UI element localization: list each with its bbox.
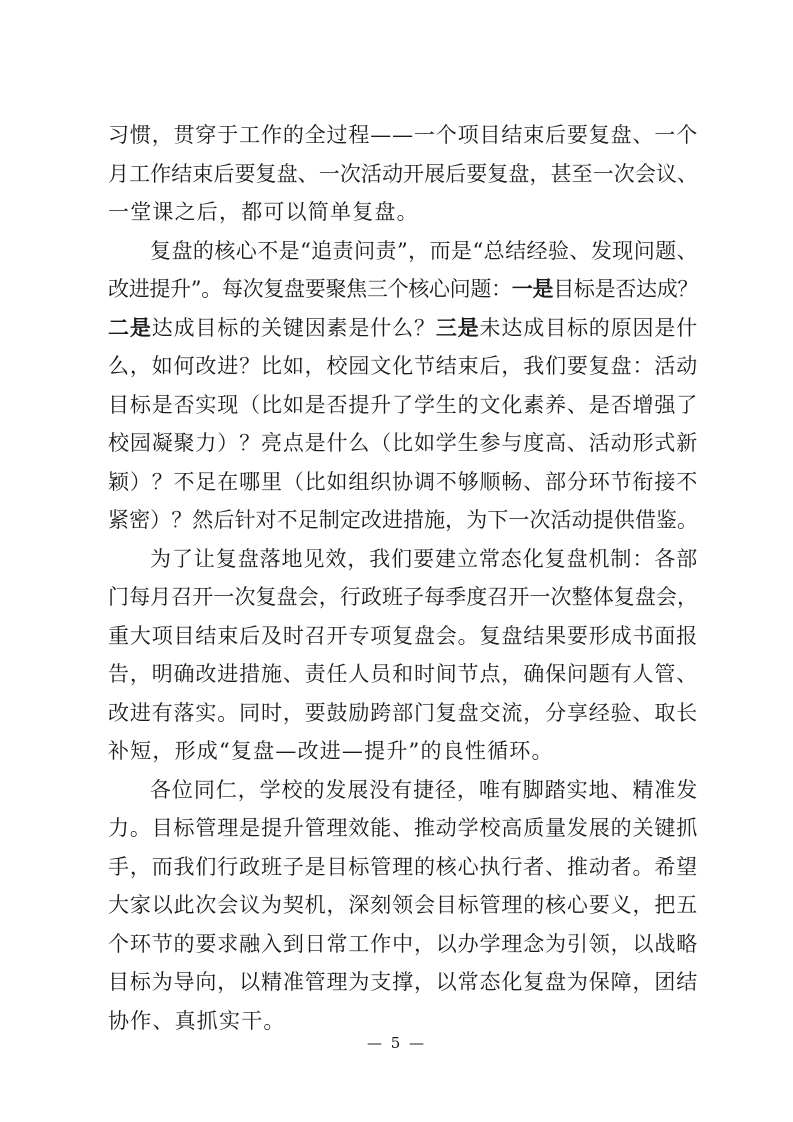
text-line: 协作、真抓实干。 bbox=[108, 1008, 286, 1033]
text-line: 力。目标管理是提升管理效能、推动学校高质量发展的关键抓 bbox=[108, 816, 698, 840]
text-line: 月工作结束后要复盘、一次活动开展后要复盘，甚至一次会议、 bbox=[108, 161, 698, 186]
text-line: 各位同仁，学校的发展没有捷径，唯有脚踏实地、精准发 bbox=[150, 777, 698, 802]
text-line: 目标是否实现（比如是否提升了学生的文化素养、是否增强了 bbox=[108, 392, 698, 417]
paragraph-4 bbox=[108, 771, 698, 1041]
page-number: — 5 — bbox=[366, 1034, 427, 1052]
text-line: 重大项目结束后及时召开专项复盘会。复盘结果要形成书面报 bbox=[108, 623, 698, 648]
text-line: 颖）？不足在哪里（比如组织协调不够顺畅、部分环节衔接不 bbox=[108, 469, 698, 494]
text-line: 告，明确改进措施、责任人员和时间节点，确保问题有人管、 bbox=[108, 662, 698, 686]
text-line: 一堂课之后，都可以简单复盘。 bbox=[108, 200, 419, 224]
text-line: 改进有落实。同时，要鼓励跨部门复盘交流，分享经验、取长 bbox=[108, 700, 698, 725]
paragraph-1 bbox=[108, 116, 698, 232]
emphasis-third: 三是 bbox=[435, 314, 480, 340]
text-line: 补短，形成“复盘—改进—提升”的良性循环。 bbox=[108, 739, 554, 763]
text-line: 大家以此次会议为契机，深刻领会目标管理的核心要义，把五 bbox=[108, 893, 698, 917]
text-line: 习惯，贯穿于工作的全过程——一个项目结束后要复盘、一个 bbox=[108, 123, 698, 147]
text-line: 目标为导向，以精准管理为支撑，以常态化复盘为保障，团结 bbox=[108, 970, 698, 994]
text-line: 个环节的要求融入到日常工作中，以办学理念为引领，以战略 bbox=[108, 931, 698, 956]
text-line: 改进提升”。每次复盘要聚焦三个核心问题：一是目标是否达成？ bbox=[108, 276, 698, 301]
text-line: 为了让复盘落地见效，我们要建立常态化复盘机制：各部 bbox=[150, 546, 698, 571]
text-line: 么，如何改进？比如，校园文化节结束后，我们要复盘：活动 bbox=[108, 354, 698, 378]
text-line: 手，而我们行政班子是目标管理的核心执行者、推动者。希望 bbox=[108, 854, 698, 879]
text-line: 复盘的核心不是“追责问责”，而是“总结经验、发现问题、 bbox=[150, 238, 698, 263]
text-line: 二是达成目标的关键因素是什么？三是未达成目标的原因是什 bbox=[108, 314, 699, 340]
text-line: 紧密）？然后针对不足制定改进措施，为下一次活动提供借鉴。 bbox=[108, 508, 698, 532]
document-body bbox=[108, 116, 698, 1040]
text-line: 校园凝聚力）？亮点是什么（比如学生参与度高、活动形式新 bbox=[108, 431, 698, 455]
emphasis-second: 二是 bbox=[108, 314, 152, 340]
text-line: 门每月召开一次复盘会，行政班子每季度召开一次整体复盘会， bbox=[108, 585, 698, 609]
paragraph-3 bbox=[108, 540, 698, 771]
emphasis-first: 一是 bbox=[511, 276, 554, 301]
paragraph-2 bbox=[108, 232, 698, 540]
